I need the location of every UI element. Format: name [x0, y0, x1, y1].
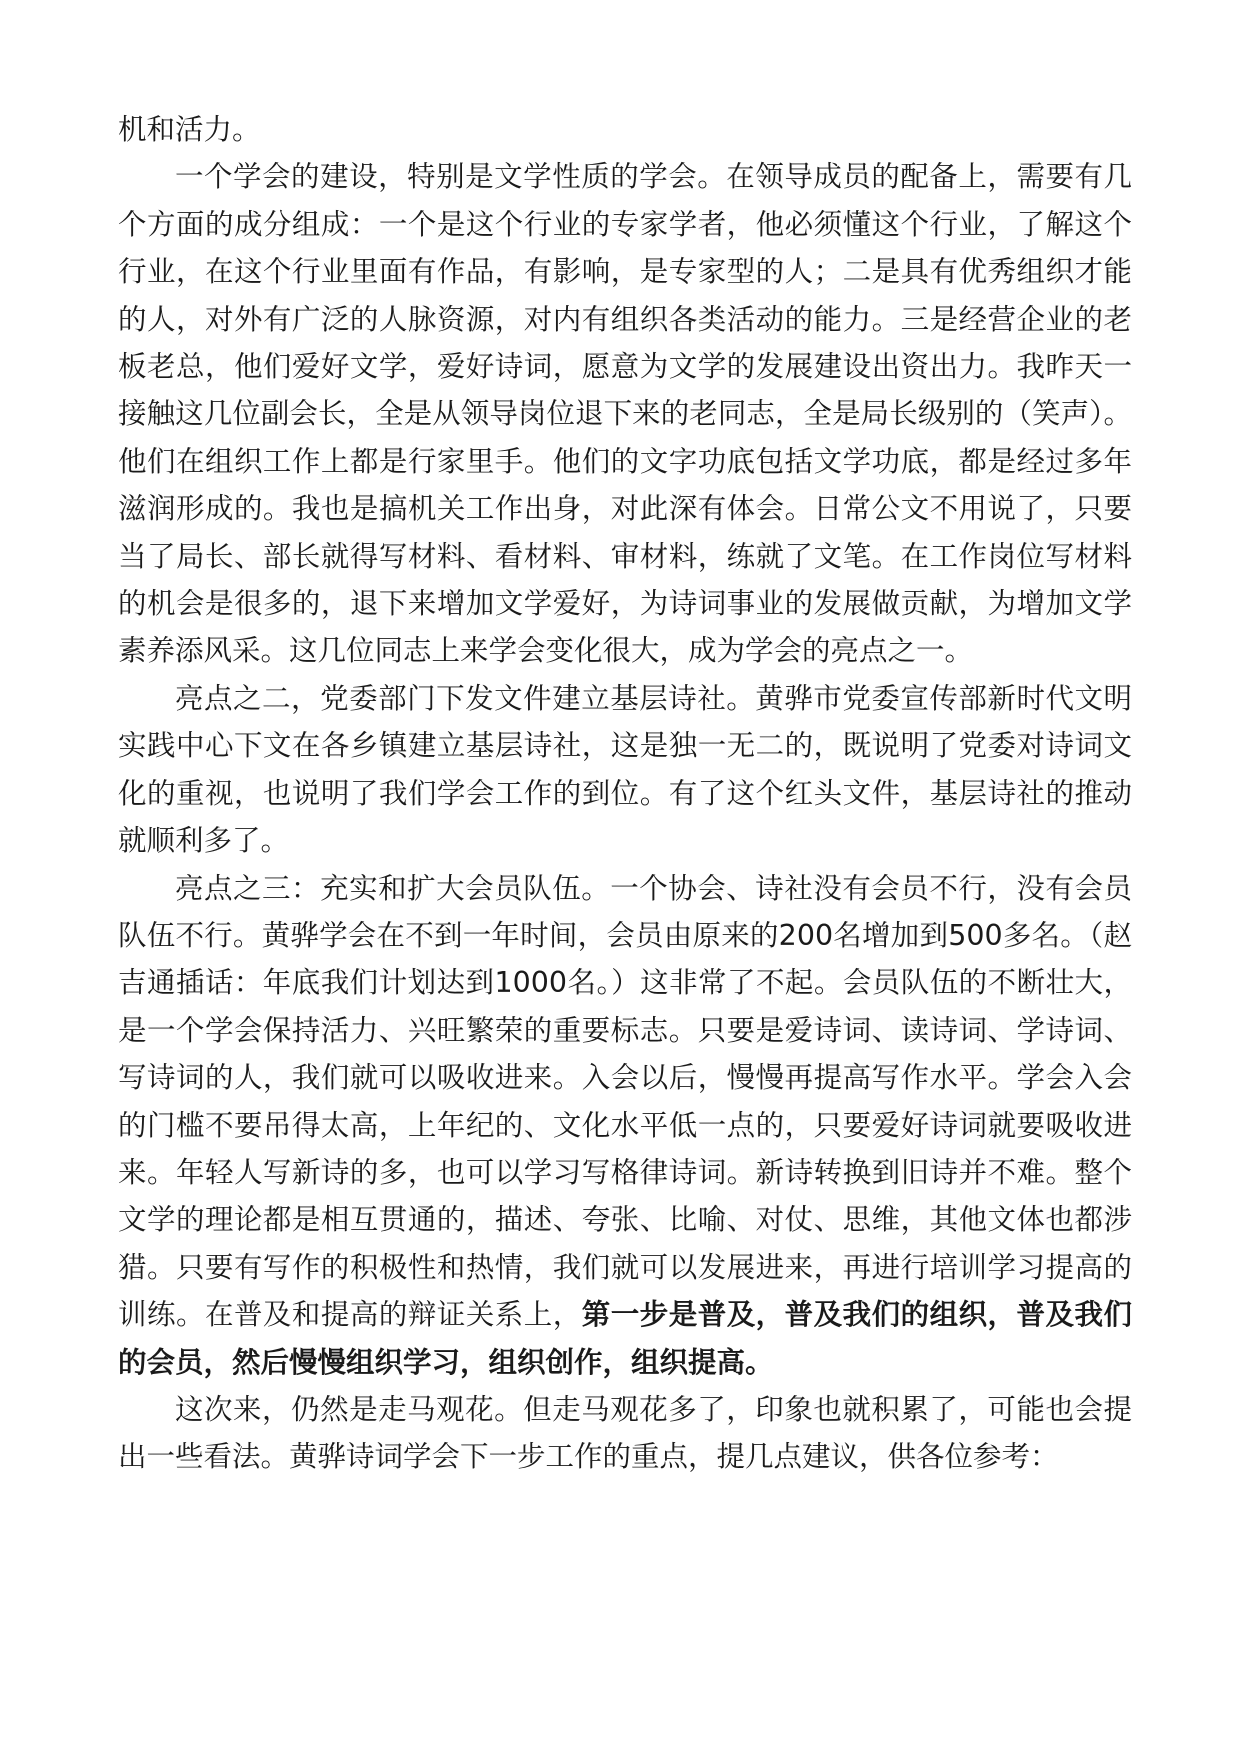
paragraph-text: 亮点之三：充实和扩大会员队伍。一个协会、诗社没有会员不行，没有会员队伍不行。黄骅学会在不到一年时间，会员由原来的200名增加到500多名。（赵吉通插话：年底我们计划达到1000名。）这非常了不起。会员队伍的不断壮大，是一个学会保持活力、兴旺繁荣的重要标志。只要是爱诗词、读诗词、学诗词、写诗词的人，我们就可以吸收进来。入会以后，慢慢再提高写作水平。学会入会的门槛不要吊得太高，上年纪的、文化水平低一点的，只要爱好诗词就要吸收进来。年轻人写新诗的多，也可以学习写格律诗词。新诗转换到旧诗并不难。整个文学的理论都是相互贯通的，描述、夸张、比喻、对仗、思维，其他文体也都涉猎。只要有写作的积极性和热情，我们就可以发展进来，再进行培训学习提高的训练。在普及和提高的辩证关系上，	[118, 871, 1132, 1332]
paragraph-suggestions	[118, 1386, 1132, 1481]
paragraph-text: 一个学会的建设，特别是文学性质的学会。在领导成员的配备上，需要有几个方面的成分组成：一个是这个行业的专家学者，他必须懂这个行业，了解这个行业，在这个行业里面有作品，有影响，是专家型的人；二是具有优秀组织才能的人，对外有广泛的人脉资源，对内有组织各类活动的能力。三是经营企业的老板老总，他们爱好文学，爱好诗词，愿意为文学的发展建设出资出力。我昨天一接触这几位副会长，全是从领导岗位退下来的老同志，全是局长级别的（笑声）。他们在组织工作上都是行家里手。他们的文字功底包括文学功底，都是经过多年滋润形成的。我也是搞机关工作出身，对此深有体会。日常公文不用说了，只要当了局长、部长就得写材料、看材料、审材料，练就了文笔。在工作岗位写材料的机会是很多的，退下来增加文学爱好，为诗词事业的发展做贡献，为增加文学素养添风采。这几位同志上来学会变化很大，成为学会的亮点之一。	[118, 160, 1132, 668]
paragraph-text: 亮点之二，党委部门下发文件建立基层诗社。黄骅市党委宣传部新时代文明实践中心下文在各乡镇建立基层诗社，这是独一无二的，既说明了党委对诗词文化的重视，也说明了我们学会工作的到位。有了这个红头文件，基层诗社的推动就顺利多了。	[118, 681, 1132, 858]
paragraph-leadership	[118, 153, 1132, 674]
paragraph-text: 机和活力。	[118, 113, 261, 146]
paragraph-text: 这次来，仍然是走马观花。但走马观花多了，印象也就积累了，可能也会提出一些看法。黄骅诗词学会下一步工作的重点，提几点建议，供各位参考：	[118, 1392, 1132, 1474]
paragraph-highlight-three	[118, 865, 1132, 1386]
paragraph-bold-text: 第一步是普及，普及我们的组织，普及我们的会员，然后慢慢组织学习，组织创作，组织提高。	[118, 1298, 1132, 1379]
paragraph-continuation	[118, 106, 1132, 153]
document-page	[118, 106, 1132, 1481]
paragraph-highlight-two	[118, 675, 1132, 865]
